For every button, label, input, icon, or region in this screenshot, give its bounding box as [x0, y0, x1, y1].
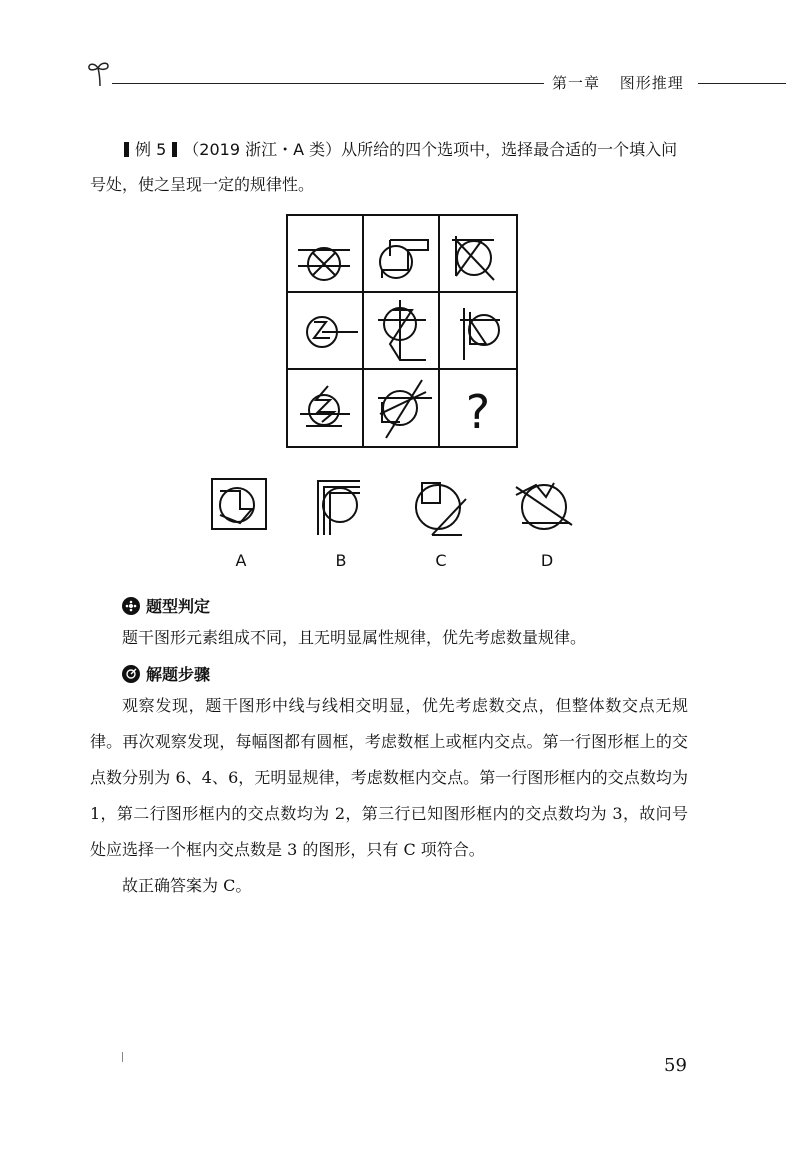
answer-options	[200, 475, 590, 545]
target-icon	[122, 665, 140, 683]
cell-r1c3	[452, 236, 494, 280]
page-number: 59	[664, 1055, 687, 1076]
cell-r3c1	[300, 386, 350, 426]
option-c-figure	[416, 483, 466, 535]
margin-mark	[122, 1052, 123, 1062]
cell-r2c2	[378, 300, 426, 360]
section1-title-text: 题型判定	[146, 597, 211, 616]
cell-r3c2	[378, 380, 432, 438]
cell-r1c1	[298, 248, 350, 280]
section2-text: 观察发现，题干图形中线与线相交明显，优先考虑数交点，但整体数交点无规律。再次观察发现，每幅图都有圆框，考虑数框上或框内交点。第一行图形框上的交点数分别为 6、4、6，无明显规律，考虑数框内交点。第一行图形框内的交点数均为 1，第二行图形框内的交点数均为 2，第三行已知图形框内的交点数均为 3，故问号处应选择一个框内交点数是 3 的图形，只有 C 项符合。	[90, 696, 688, 859]
header-rule	[112, 83, 544, 84]
example-label: 例 5	[135, 140, 167, 159]
section2-title-text: 解题步骤	[146, 665, 211, 684]
chapter-title: 图形推理	[619, 74, 684, 92]
chapter-header	[552, 72, 698, 93]
answer-line: 故正确答案为 C。	[122, 876, 252, 895]
option-b-figure	[318, 481, 360, 535]
bar-marker	[172, 142, 177, 157]
option-a-label: A	[235, 551, 247, 570]
option-a-figure	[212, 479, 266, 529]
example-question: 从所给的四个选项中，选择最合适的一个填入问	[341, 140, 678, 159]
example-source: （2019 浙江・A 类）	[183, 140, 342, 159]
example-heading	[118, 137, 677, 160]
option-b-label: B	[335, 551, 347, 570]
cell-r2c3	[460, 308, 500, 360]
option-c-label: C	[435, 551, 447, 570]
cell-r2c1	[307, 317, 358, 347]
header-rule-right	[698, 83, 786, 84]
example-question-cont: 号处，使之呈现一定的规律性。	[90, 175, 315, 194]
option-d-label: D	[540, 551, 554, 570]
bar-marker	[124, 142, 129, 157]
flower-icon	[122, 597, 140, 615]
section-title-steps	[122, 662, 210, 685]
question-mark: ?	[465, 385, 491, 439]
section1-text: 题干图形元素组成不同，且无明显属性规律，优先考虑数量规律。	[122, 628, 587, 647]
section-title-type	[122, 594, 210, 617]
cell-r1c2	[380, 240, 428, 278]
chapter-number: 第一章	[552, 74, 601, 92]
puzzle-grid	[286, 214, 518, 448]
option-d-figure	[516, 483, 572, 529]
